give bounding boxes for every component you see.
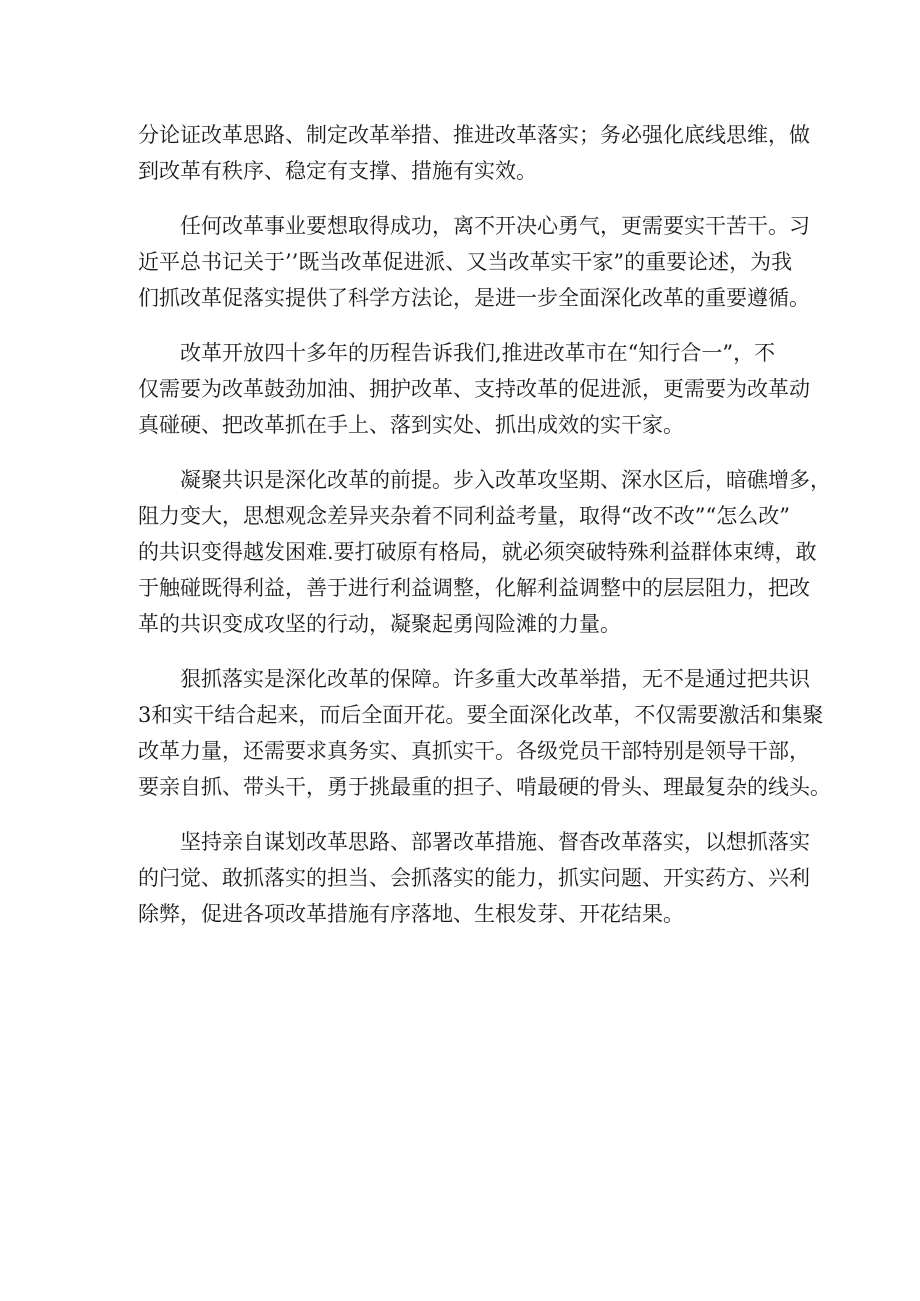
text-line: 仅需要为改革鼓劲加油、拥护改革、支持改革的促进派，更需要为改革动: [138, 377, 810, 401]
text-line: 于触碰既得利益，善于进行利益调整，化解利益调整中的层层阻力，把改: [138, 576, 810, 600]
text-line: 要亲自抓、带头干，勇于挑最重的担子、啃最硬的骨头、理最复杂的线头。: [138, 775, 831, 799]
document-body: [138, 117, 831, 932]
paragraph: [138, 661, 831, 805]
text-line: 任何改革事业要想取得成功，离不开决心勇气，更需要实干苦干。习: [180, 214, 810, 238]
paragraph: [138, 208, 818, 316]
text-line: 近平总书记关于’’既当改革促进派、又当改革实干家”的重要论述，为我: [138, 250, 793, 274]
text-line: 3和实干结合起来，而后全面开花。要全面深化改革，不仅需要激活和集聚: [138, 703, 824, 727]
text-line: 分论证改革思路、制定改革举措、推进改革落实；务必强化底线思维，做: [138, 123, 810, 147]
text-line: 坚持亲自谋划改革思路、部署改革措施、督杳改革落实，以想抓落实: [180, 830, 810, 854]
text-line: 改革开放四十多年的历程告诉我们,推进改革市在“知行合一”，不: [180, 341, 776, 365]
text-line: 阻力变大，思想观念差异夹杂着不同利益考量，取得“改不改”“怎么改”: [138, 504, 790, 528]
text-line: 的共识变得越发困难.要打破原有格局，就必须突破特殊利益群体束缚，敢: [138, 540, 817, 564]
paragraph: [138, 462, 831, 642]
paragraph: [138, 117, 818, 189]
text-line: 真碰硬、把改革抓在手上、落到实处、抓出成效的实干家。: [138, 413, 684, 437]
text-line: 狠抓落实是深化改革的保障。许多重大改革举措，无不是通过把共识: [180, 667, 810, 691]
paragraph: [138, 824, 818, 932]
text-line: 们抓改革促落实提供了科学方法论，是进一步全面深化改革的重要遵循。: [138, 286, 810, 310]
text-line: 改革力量，还需要求真务实、真抓实干。各级党员干部特别是领导干部，: [138, 739, 810, 763]
text-line: 除弊，促进各项改革措施有序落地、生根发芽、开花结果。: [138, 902, 684, 926]
text-line: 革的共识变成攻坚的行动，凝聚起勇闯险滩的力量。: [138, 612, 621, 636]
text-line: 到改革有秩序、稳定有支撑、措施有实效。: [138, 159, 537, 183]
paragraph: [138, 335, 818, 443]
text-line: 的闩觉、敢抓落实的担当、会抓落实的能力，抓实问题、开实药方、兴利: [138, 866, 810, 890]
text-line: 凝聚共识是深化改革的前提。步入改革攻坚期、深水区后，暗礁增多，: [180, 468, 831, 492]
